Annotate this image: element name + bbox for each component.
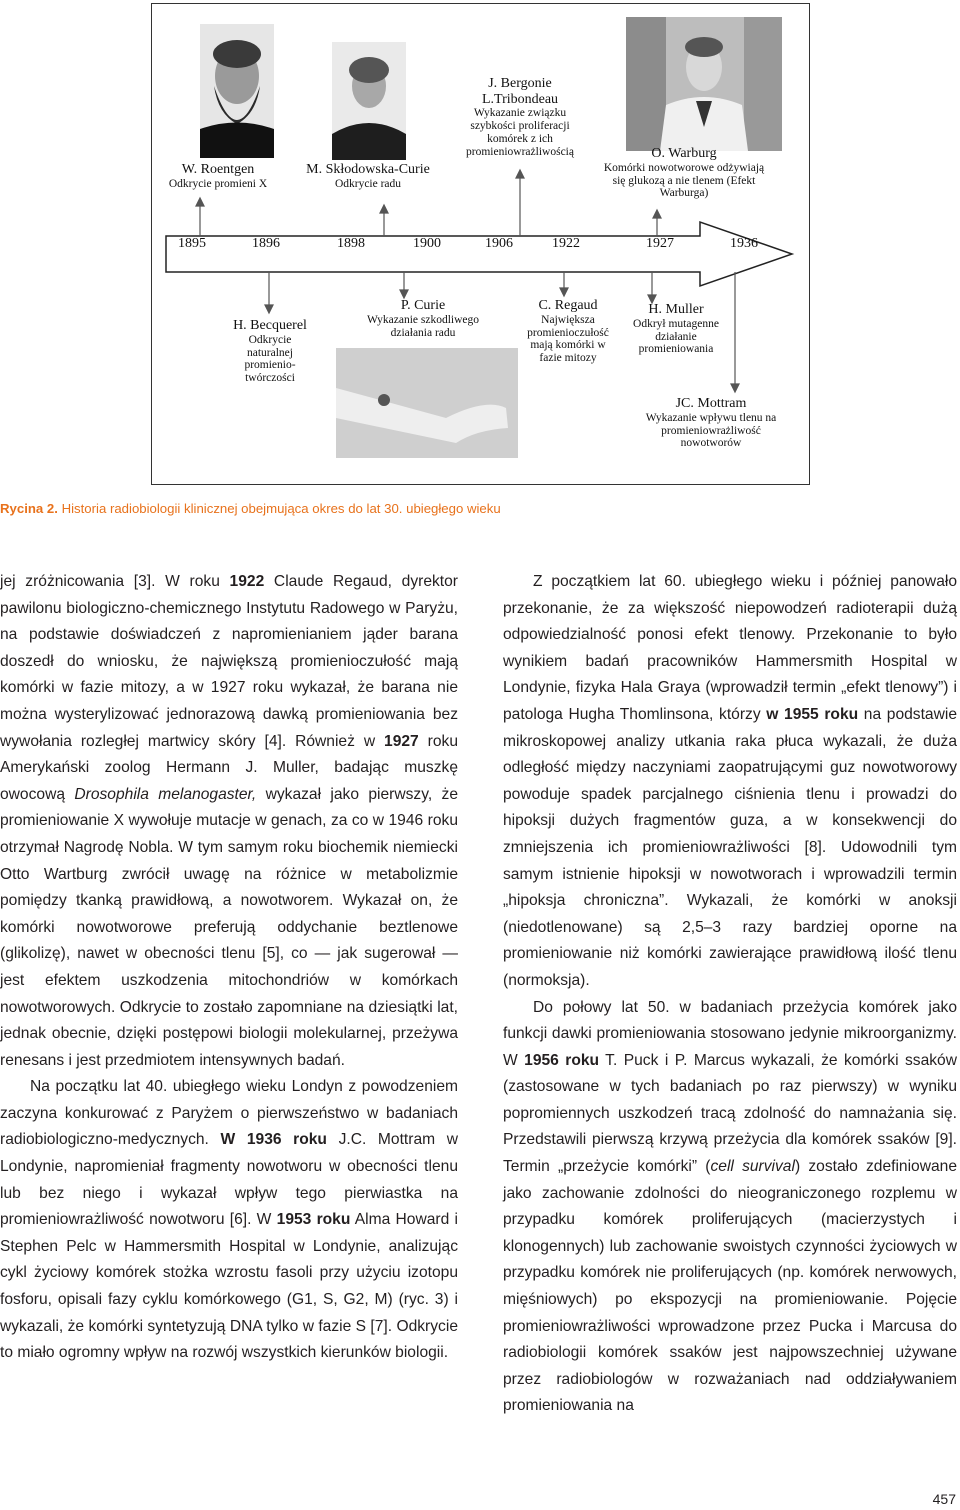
- year-1906: 1906: [485, 236, 513, 251]
- text-run: J.C. Mottram w Londynie, napromieniał fragmenty nowotworu w obecności tlenu lub bez niego i wykazał wpływ tego pierwiastka na promieniowrażliwość nowotworu [6]. W: [0, 1131, 458, 1229]
- text-run: W 1936 roku: [220, 1131, 327, 1149]
- curie-label: [348, 298, 498, 339]
- muller-name: H. Muller: [648, 302, 704, 317]
- tribondeau-name: L.Tribondeau: [481, 91, 559, 107]
- muller-desc: Odkrył mutagenne działanie promieniowania: [633, 317, 719, 356]
- paragraph: [503, 995, 957, 1421]
- regaud-label: [508, 298, 628, 365]
- text-run: wykazał jako pierwszy, że promieniowanie X wywołuje mutacje w genach, za co w 1946 roku otrzymał Nagrodę Nobla. W tym samym roku biochemik niemiecki Otto Wartburg zwrócił uwagę na różnice w metabolizmie pomiędzy tkanką prawidłową, a nowotworem. Wykazał on, że komórki nowotworowe preferują oddychanie beztlenowe (glikolizę), nawet w obecności tlenu [5], co — jak sugerował — jest efektem uszkodzenia mitochondriów w komórkach nowotworowych. Odkrycie to zostało zapomniane na dziesiątki lat, jednak obecnie, dzięki postępowi biologii molekularnej, przeżywa renesans i jest przedmiotem intensywnych badań.: [0, 785, 459, 1069]
- warburg-desc: Komórki nowotworowe odżywiają się glukozą a nie tlenem (Efekt Warburga): [603, 161, 765, 200]
- left-column: [0, 569, 458, 1367]
- curie-name: P. Curie: [400, 298, 446, 313]
- text-run: jej zróżnicowania [3]. W roku: [0, 573, 230, 590]
- text-run: na podstawie mikroskopowej analizy utkania raka płuca wykazali, że duża odległość między naczyniami zaopatrującymi guz nowotworowy powoduje spadek parcjalnego ciśnienia tlenu i prowadzi do hipoksji dużych fragmentów guza, a w konsekwencji do zmniejszenia ich promieniowrażliwości [8]. Udowodnili tym samym istnienie hipoksji w nowotworach i wprowadzili termin „hipoksja chroniczna”. Wykazali, że komórki w anoksji (niedotlenowane) są 2,5–3 razy bardziej oporne na promieniowanie niż komórki zawierające prawidłową ilość tlenu (normoksja).: [503, 705, 957, 989]
- becquerel-desc: Odkrycie naturalnej promienio-twórczości: [244, 333, 296, 385]
- sklodowska-label: [298, 162, 438, 191]
- text-run: cell survival: [710, 1158, 795, 1176]
- text-run: Z początkiem lat 60. ubiegłego wieku i później panowało przekonanie, że za większość niepowodzeń radioterapii dużą odpowiedzialność ponosi efekt tlenowy. Przekonanie to było wynikiem badań pracowników Hammersmith Hospital w Londynie, fizyka Hala Graya (wprowadził termin „efekt tlenowy”) i patologa Hugha Thomlinsona, którzy: [503, 573, 957, 723]
- arm-photo: [336, 348, 518, 472]
- text-run: w 1955 roku: [766, 705, 859, 723]
- mottram-desc: Wykazanie wpływu tlenu na promieniowrażliwość nowotworów: [645, 411, 777, 450]
- year-1922: 1922: [552, 236, 580, 251]
- right-column: [503, 569, 957, 1420]
- text-run: 1956 roku: [524, 1051, 600, 1069]
- muller-label: [614, 302, 738, 356]
- text-run: 1927: [384, 732, 419, 750]
- curie-desc: Wykazanie szkodliwego działania radu: [366, 313, 480, 339]
- text-run: Alma Howard i Stephen Pelc w Hammersmith Hospital w Londynie, analizując cykl życiowy komórek stożka wzrostu fasoli przy użyciu izotopu fosforu, opisali fazy cyklu komórkowego (G1, S, G2, M) (ryc. 3) i wykazali, że komórki syntetyzują DNA tylko w fazie S [7]. Odkrycie to miało ogromny wpływ na rozwój wszystkich kierunków biologii.: [0, 1211, 458, 1362]
- paragraph: [0, 569, 458, 1074]
- becquerel-name: H. Becquerel: [233, 318, 307, 333]
- year-1896: 1896: [252, 236, 280, 251]
- timeline-figure: [151, 3, 810, 485]
- year-1927: 1927: [646, 236, 674, 251]
- paragraph: [503, 569, 957, 995]
- warburg-photo: [626, 17, 782, 151]
- year-1895: 1895: [178, 236, 206, 251]
- page-number: 457: [932, 1491, 956, 1507]
- bergonie-name: J. Bergonie: [488, 76, 552, 91]
- year-1898: 1898: [337, 236, 365, 251]
- mottram-name: JC. Mottram: [675, 396, 747, 411]
- mottram-label: [626, 396, 796, 450]
- bergonie-desc: Wykazanie związku szybkości proliferacji komórek z ich promieniowrażliwością: [466, 107, 574, 158]
- year-1900: 1900: [413, 236, 441, 251]
- bergonie-label: [452, 76, 588, 159]
- roentgen-desc: Odkrycie promieni X: [168, 177, 268, 190]
- roentgen-label: [152, 162, 284, 191]
- timeline-arrow: [166, 222, 792, 286]
- figure-caption: [0, 501, 960, 516]
- roentgen-photo: [200, 24, 274, 158]
- warburg-name: O. Warburg: [651, 146, 717, 161]
- regaud-desc: Największa promienioczułość mają komórki w fazie mitozy: [527, 313, 609, 365]
- text-run: Na początku lat 40. ubiegłego wieku Londyn z powodzeniem zaczyna konkurować z Paryżem o pierwszeństwo w badaniach radiobiologiczno-medycznych.: [0, 1078, 458, 1149]
- roentgen-name: W. Roentgen: [181, 162, 255, 177]
- becquerel-label: [210, 318, 330, 385]
- text-run: Drosophila melanogaster,: [74, 785, 257, 803]
- text-run: 1953 roku: [276, 1211, 351, 1229]
- sklodowska-name: M. Skłodowska-Curie: [306, 162, 430, 177]
- text-run: ) zostało zdefiniowane jako zachowanie zdolności do nieograniczonego rozplemu w przypadku komórek proliferujących (macierzystych i klonogennych) lub zachowanie swoistych czynności życiowych w przypadku komórek nie proliferujących (np. komórek nerwowych, mięśniowych) po ekspozycji na promieniowanie. Pojęcie promieniowrażliwości wprowadzone przez Pucka i Marcusa do radiobiologii komórek ssaków jest najpowszechniej używane przez radiobiologów w rozważaniach nad oddziaływaniem promieniowania na: [503, 1158, 958, 1415]
- text-run: 1922: [229, 573, 265, 590]
- caption-label: Rycina 2.: [0, 501, 58, 516]
- sklodowska-photo: [332, 42, 406, 160]
- text-run: Do połowy lat 50. w badaniach przeżycia komórek jako funkcji dawki promieniowania stosowano jedynie mikroorganizmy. W: [503, 998, 957, 1069]
- sklodowska-desc: Odkrycie radu: [334, 177, 402, 190]
- text-run: roku Amerykański zoolog Hermann J. Muller, badając muszkę owocową: [0, 732, 458, 803]
- warburg-label: [598, 146, 770, 200]
- caption-text: Historia radiobiologii klinicznej obejmująca okres do lat 30. ubiegłego wieku: [61, 501, 501, 516]
- paragraph: [0, 1074, 458, 1367]
- regaud-name: C. Regaud: [538, 298, 598, 313]
- text-run: Claude Regaud, dyrektor pawilonu biologiczno-chemicznego Instytutu Radowego w Paryżu, na podstawie doświadczeń z napromienianiem jąder barana doszedł do wniosku, że największą promienioczułość mają komórki w fazie mitozy, a w 1927 roku wykazał, że barana nie można wysterylizować jednorazową dawką promieniowania bez wywołania rozległej martwicy skóry [4]. Również w: [0, 573, 458, 750]
- year-1936: 1936: [730, 236, 758, 251]
- text-run: T. Puck i P. Marcus wykazali, że komórki ssaków (zastosowane w tych badaniach po raz pierwszy) w wyniku popromiennych uszkodzeń tracą zdolność do namnażania się. Przedstawili pierwszą krzywą przeżycia dla komórek ssaków [9]. Termin „przeżycie komórki” (: [503, 1051, 957, 1176]
